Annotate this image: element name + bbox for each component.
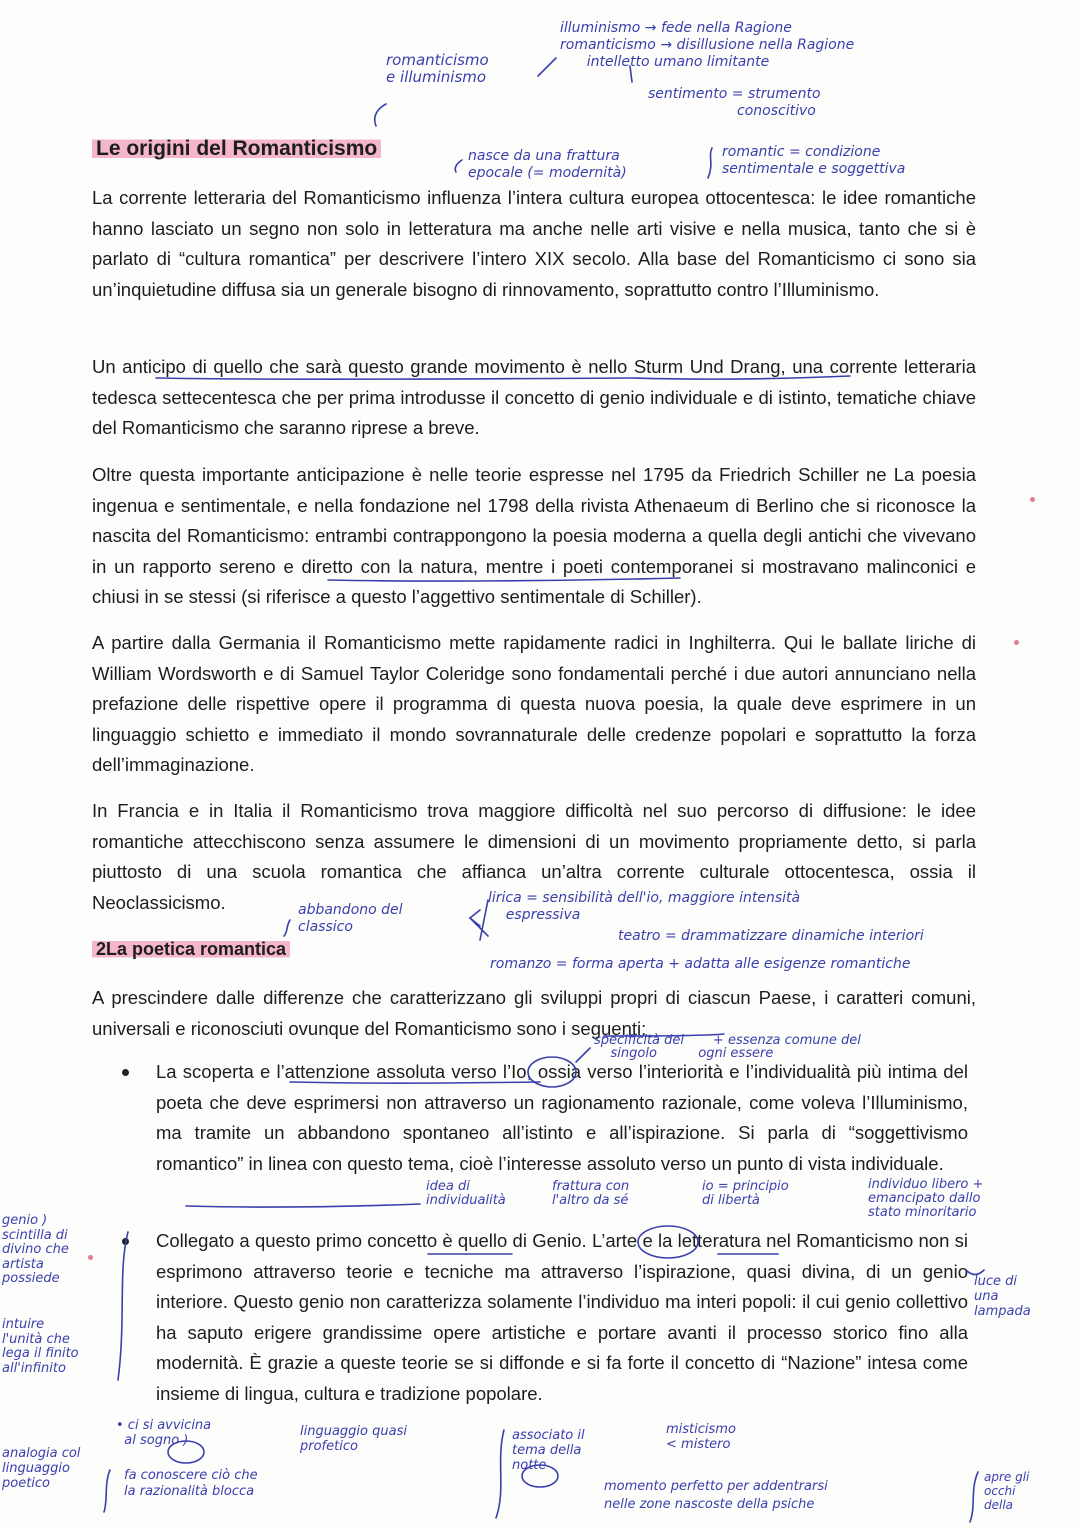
annotation-frattura-altro: frattura con l'altro da sé <box>552 1179 630 1208</box>
annotation-momento-perfetto: momento perfetto per addentrarsi nelle zone nascoste della psiche <box>604 1479 828 1512</box>
annotation-nasce-frattura: nasce da una frattura epocale (= modernità) <box>468 148 627 181</box>
annotation-teatro: teatro = drammatizzare dinamiche interiori <box>618 928 924 944</box>
annotation-idea-individualita: idea di individualità <box>426 1179 506 1208</box>
paragraph-4: A partire dalla Germania il Romanticismo mette rapidamente radici in Inghilterra. Qui le ballate liriche di William Wordsworth e di Samuel Taylor Coleridge sono fondamentali perché i due autori annunciano nella prefazione delle rispettive opere il programma di questa nuova poesia, la quale deve esprimere in un linguaggio schietto e immediato il mondo sovrannaturale delle credenze popolari e soprattutto la forza dell’immaginazione. <box>92 632 976 775</box>
annotation-romanticismo-illuminismo: romanticismo e illuminismo <box>386 51 489 86</box>
annotation-romantic-condizione: romantic = condizione sentimentale e soggettiva <box>722 144 906 177</box>
annotation-abbandono-classico: abbandono del classico <box>298 902 403 935</box>
annotation-misticismo: misticismo < mistero <box>666 1422 736 1452</box>
annotation-luce-lampada: luce di una lampada <box>974 1274 1031 1319</box>
annotation-fede-ragione: illuminismo → fede nella Ragione romanticismo → disillusione nella Ragione intelletto umano limitante <box>560 20 855 70</box>
bullet-item-io: La scoperta e l’attenzione assoluta verso l’Io, ossia verso l’interiorità e l’individualità più intima del poeta che deve esprimersi non attraverso un ragionamento razionale, come voleva l’Illuminismo, ma tramite un abbandono spontaneo all’istinto e all’ispirazione. Si parla di “soggettivismo romantico” in linea con questo tema, cioè l’interesse assoluto verso un punto di vista individuale. <box>156 1061 968 1174</box>
heading-highlight: Le origini del Romanticismo <box>92 137 381 160</box>
annotation-romanzo: romanzo = forma aperta + adatta alle esigenze romantiche <box>490 956 911 972</box>
paragraph-5: In Francia e in Italia il Romanticismo trova maggiore difficoltà nel suo percorso di diffusione: le idee romantiche attecchiscono senza assumere le dimensioni di un movimento propriamente detto, si parla piuttosto di una scuola romantica che affianca un’altra corrente culturale ottocentesca, ossia il Neoclassicismo. <box>92 800 976 913</box>
bullet-item-genio: Collegato a questo primo concetto è quello di Genio. L’arte e la letteratura nel Romanticismo non si esprimono attraverso teorie e tecniche ma attraverso l’ispirazione, quasi divina, di un genio interiore. Questo genio non caratterizza solamente l’individuo ma interi popoli: il cui genio collettivo ha saputo erigere grandissime opere artistiche e portare avanti il processo storico fino alla modernità. È grazie a queste teorie se si diffonde e si fa forte il concetto di “Nazione” intesa come insieme di lingua, cultura e tradizione popolare. <box>156 1230 968 1404</box>
annotation-apre-occhi: apre gli occhi della <box>984 1470 1030 1512</box>
annotation-individuo-libero: individuo libero + emancipato dallo stato minoritario <box>868 1177 984 1220</box>
heading-highlight: 2La poetica romantica <box>92 939 290 959</box>
annotation-fa-conoscere: fa conoscere ciò che la razionalità blocca <box>124 1468 258 1499</box>
annotation-specificita: specificità del + essenza comune del singolo ogni essere <box>594 1033 861 1061</box>
annotation-intuire-unita: intuire l'unità che lega il finito all'infinito <box>2 1317 79 1376</box>
annotation-io-liberta: io = principio di libertà <box>702 1179 789 1208</box>
paragraph-2: Un anticipo di quello che sarà questo grande movimento è nello Sturm Und Drang, una corrente letteraria tedesca settecentesca che per prima introdusse il concetto di genio individuale e di istinto, tematiche chiave del Romanticismo che saranno riprese a breve. <box>92 356 976 438</box>
annotation-sentimento: sentimento = strumento conoscitivo <box>648 86 821 119</box>
annotation-genio-scintilla: genio ) scintilla di divino che artista possiede <box>2 1213 69 1286</box>
annotation-linguaggio-profetico: linguaggio quasi profetico <box>300 1424 407 1454</box>
annotation-lirica: lirica = sensibilità dell'io, maggiore intensità espressiva <box>488 890 801 923</box>
annotation-sogno: • ci si avvicina al sogno ) <box>116 1418 212 1448</box>
annotation-analogia: analogia col linguaggio poetico <box>2 1446 81 1491</box>
paragraph-3: Oltre questa importante anticipazione è nelle teorie espresse nel 1795 da Friedrich Schiller ne La poesia ingenua e sentimentale, e nella fondazione nel 1798 della rivista Athenaeum di Berlino che si riconosce la nascita del Romanticismo: entrambi contrappongono la poesia moderna a quella degli antichi che vivevano in un rapporto sereno e diretto con la natura, mentre i poeti contemporanei si mostravano malinconici e chiusi in se stessi (si riferisce a questo l’aggettivo sentimentale di Schiller). <box>92 464 976 607</box>
annotation-associato-notte: associato il tema della notte <box>512 1428 585 1473</box>
paragraph-1: La corrente letteraria del Romanticismo influenza l’intera cultura europea ottocentesca: le idee romantiche hanno lasciato un segno non solo in letteratura ma anche nelle arti visive e nella musica, tanto che si è parlato di “cultura romantica” per descrivere l’intero XIX secolo. Alla base del Romanticismo ci sono sia un’inquietudine diffusa sia un generale bisogno di rinnovamento, soprattutto contro l’Illuminismo. <box>92 187 976 300</box>
paragraph-6: A prescindere dalle differenze che caratterizzano gli sviluppi propri di ciascun Paese, i caratteri comuni, universali e riconosciuti ovunque del Romanticismo sono i seguenti: <box>92 987 976 1039</box>
